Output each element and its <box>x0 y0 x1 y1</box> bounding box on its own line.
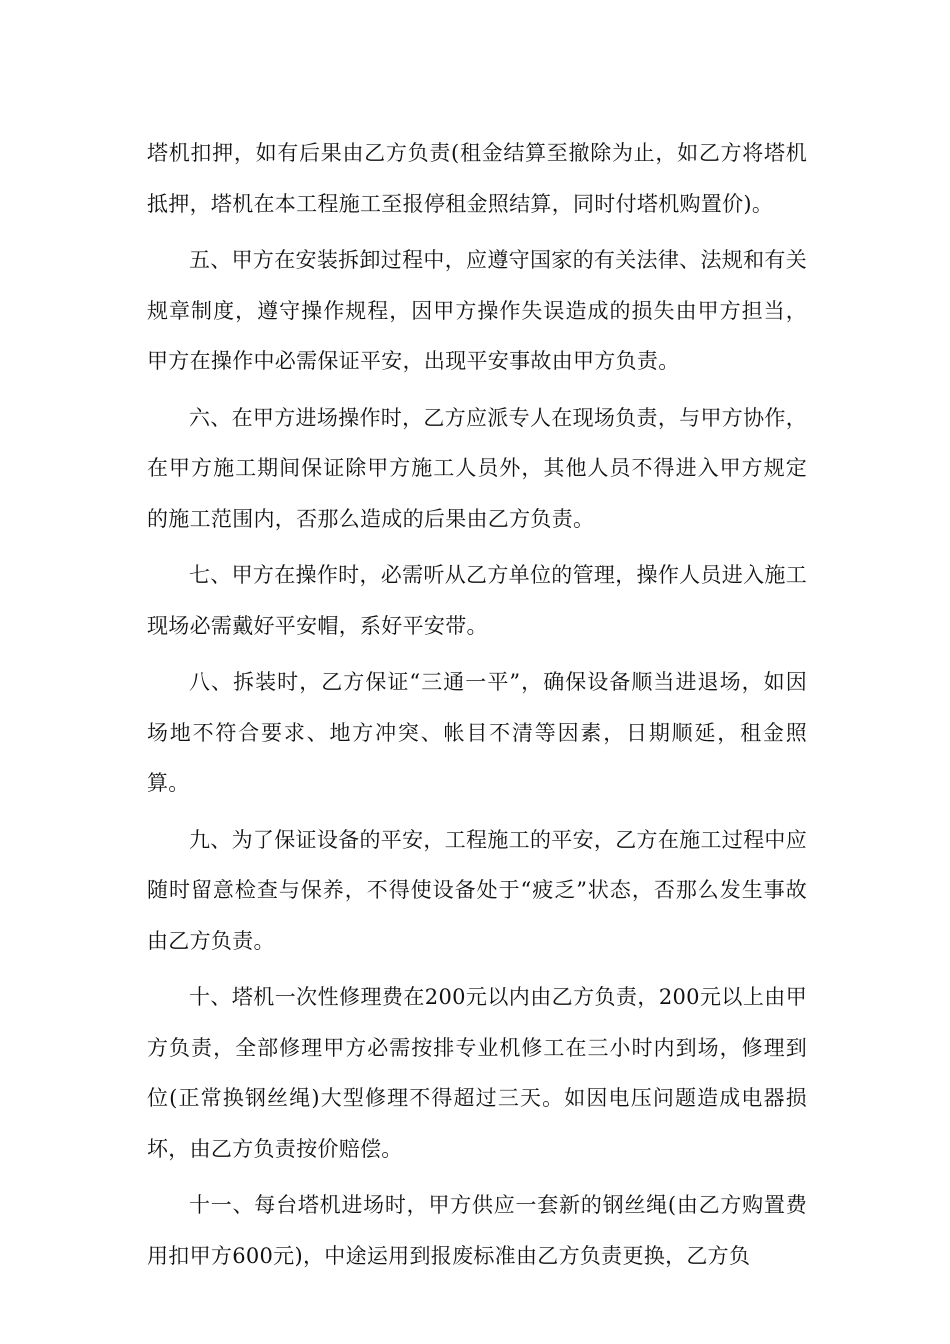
paragraph-continuation: 塔机扣押，如有后果由乙方负责(租金结算至撤除为止，如乙方将塔机抵押，塔机在本工程施工至报停租金照结算，同时付塔机购置价)。 <box>147 141 807 216</box>
paragraph-clause-6: 六、在甲方进场操作时，乙方应派专人在现场负责，与甲方协作，在甲方施工期间保证除甲方施工人员外，其他人员不得进入甲方规定的施工范围内，否那么造成的后果由乙方负责。 <box>147 405 807 531</box>
paragraph-clause-10: 十、塔机一次性修理费在200元以内由乙方负责，200元以上由甲方负责，全部修理甲方必需按排专业机修工在三小时内到场，修理到位(正常换钢丝绳)大型修理不得超过三天。如因电压问题造成电器损坏，由乙方负责按价赔偿。 <box>147 985 807 1161</box>
paragraph-clause-7: 七、甲方在操作时，必需听从乙方单位的管理，操作人员进入施工现场必需戴好平安帽，系好平安带。 <box>147 563 807 638</box>
document-body <box>147 128 807 1287</box>
paragraph-clause-8: 八、拆装时，乙方保证“三通一平”，确保设备顺当进退场，如因场地不符合要求、地方冲突、帐目不清等因素，日期顺延，租金照算。 <box>147 670 807 795</box>
paragraph-clause-5: 五、甲方在安装拆卸过程中，应遵守国家的有关法律、法规和有关规章制度，遵守操作规程，因甲方操作失误造成的损失由甲方担当，甲方在操作中必需保证平安，出现平安事故由甲方负责。 <box>147 248 807 373</box>
paragraph-clause-11: 十一、每台塔机进场时，甲方供应一套新的钢丝绳(由乙方购置费用扣甲方600元)，中途运用到报废标准由乙方负责更换，乙方负 <box>147 1193 807 1268</box>
paragraph-clause-9: 九、为了保证设备的平安，工程施工的平安，乙方在施工过程中应随时留意检查与保养，不得使设备处于“疲乏”状态，否那么发生事故由乙方负责。 <box>147 827 807 953</box>
